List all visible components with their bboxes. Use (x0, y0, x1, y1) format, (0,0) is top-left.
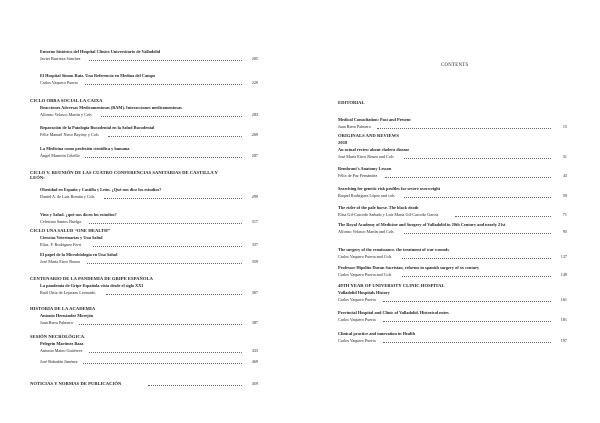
page-number: 269 (251, 132, 258, 137)
entry-title: Searching for genetic risk profiles for severe overweight (338, 186, 441, 191)
entry-title: Clinical practice and innovation in Health (338, 331, 415, 336)
section-heading: CICLO UNA SALUD “ONE HEALTH” (30, 228, 111, 233)
entry-author: Carlos Vaquero Puerta (338, 317, 376, 322)
leader-dots (404, 233, 551, 234)
leader-dots (89, 60, 242, 61)
page-number: 205 (251, 56, 258, 61)
leader-dots (108, 136, 242, 137)
section-heading: CICLO V. REUNIÓN DE LAS CUATRO CONFERENCIAS SANITARIAS DE CASTILLA Y LEÓN: (30, 170, 218, 181)
page-number: 433 (251, 348, 258, 353)
leader-dots (383, 321, 551, 322)
page-number: 317 (251, 219, 258, 224)
entry-title: Entorno histórico del Hospital Clínico Universitario de Valladolid (40, 49, 161, 54)
entry-author: Daniel A. de Luis Román y Cols (40, 194, 95, 199)
entry-title: Vino y Salud. ¿qué nos dicen los estudios? (40, 212, 117, 217)
entry-title: Valladolid Hospitals History (338, 290, 390, 295)
entry-author: Elías. F. Rodríguez Ferri (40, 242, 82, 247)
entry-author: José María Eiros Bouza (40, 259, 80, 264)
entry-title: El papel de la Microbiología en Una Salud (40, 252, 118, 257)
page-number: 161 (560, 297, 567, 302)
page-number: 299 (251, 194, 258, 199)
leader-dots (101, 116, 242, 117)
entry-author: Juan Riera Palmero (40, 320, 73, 325)
leader-dots (79, 324, 242, 325)
contents-title: CONTENTS (441, 63, 469, 68)
entry-title: Provincial Hospital and Clinic of Valladolid. Historical notes (338, 310, 449, 315)
page-number: 287 (251, 153, 258, 158)
entry-title: Medical Consultation: Past and Present (338, 117, 411, 122)
entry-title: El Hospital Simon Ruiz. Una Referencia en Medina del Campo (40, 73, 156, 78)
section-heading: EDITORIAL (338, 100, 365, 105)
leader-dots (383, 342, 551, 343)
section-heading: NOTICIAS Y NORMAS DE PUBLICACIÓN (30, 381, 122, 386)
entry-author: Juan Riera Palmero (338, 124, 371, 129)
entry-title: Reparación de la Patología Bucodental en la Salud Bucodental (40, 125, 155, 130)
page-number: 197 (560, 338, 567, 343)
entry-title: An actual review about cholera disease (338, 147, 410, 152)
page-number: 359 (251, 259, 258, 264)
section-heading: 40TH YEAR OF UNIVERSITY CLINIC HOSPITAL (338, 283, 445, 288)
page-number: 469 (251, 359, 258, 364)
entry-author: José Rabadán Jiménez (40, 359, 78, 364)
leader-dots (377, 128, 551, 129)
leader-dots (93, 246, 242, 247)
section-heading: CENTENARIO DE LA PANDEMIA DE GRIPE ESPAÑOLA (30, 276, 153, 281)
entry-title: La Medicina como profesión científica y humana (40, 146, 130, 151)
entry-title: Pelegrín Martínez Baza (40, 341, 84, 346)
page-number: 137 (560, 254, 567, 259)
entry-title: Obesidad en España y Castilla y León. ¿Qué nos dice los estudios? (40, 187, 162, 192)
entry-title: La pandemia de Gripe Española vista desde el siglo XXI (40, 283, 144, 288)
leader-dots (383, 301, 551, 302)
page-number: 71 (562, 212, 567, 217)
entry-author: Carlos Vaquero Puerta (40, 80, 78, 85)
leader-dots (404, 158, 551, 159)
leader-dots (87, 263, 242, 264)
leader-dots (404, 197, 551, 198)
entry-title: Reacciones Adversas Medicamentosas (RAM). Interacciones medicamentosas (40, 105, 182, 110)
entry-title: The surgery of the renaissance. the treatment of war wounds (338, 247, 449, 252)
entry-author: Antonio Mateo Gutiérrez (40, 348, 83, 353)
leader-dots (106, 294, 242, 295)
leader-dots (402, 258, 552, 259)
page-number: 459 (251, 381, 258, 386)
page-number: 387 (251, 320, 258, 325)
page-number: 367 (251, 290, 258, 295)
page-number: 283 (251, 112, 258, 117)
entry-title: Antonio Hernández Morejón (40, 313, 94, 318)
leader-dots (148, 385, 242, 386)
page-number: 149 (560, 272, 567, 277)
entry-author: Raúl Ortiz de Lejarazu Leonardo (40, 290, 96, 295)
entry-author: Celestino Santos Buelga (40, 219, 81, 224)
page-number: 43 (562, 173, 567, 178)
section-heading: 2018 (338, 140, 348, 145)
entry-author: Carlos Vaquero Puerta (338, 338, 376, 343)
section-heading: SESIÓN NECROLÓGICA. (30, 334, 86, 339)
entry-author: Raquel Rodríguez López and cols (338, 193, 395, 198)
entry-title: Rembrant's Anatomy Lesson (338, 166, 392, 171)
leader-dots (85, 84, 242, 85)
page-number: 15 (562, 124, 567, 129)
entry-author: Javier Burrieza Sánchez (40, 56, 81, 61)
page-number: 337 (251, 242, 258, 247)
entry-author: Alfonso Velasco Martín y Cols (40, 112, 92, 117)
section-heading: CICLO OBRA SOCIAL LA CAIXA (30, 98, 103, 103)
entry-title: Ciencias Veterinarias y Una Salud (40, 235, 103, 240)
entry-title: The rider of the pale horse. The black death (338, 205, 419, 210)
page-number: 229 (251, 80, 258, 85)
entry-author: Félix Manuel Nieto Bayóny y Cols (40, 132, 99, 137)
section-heading: HISTORIA DE LA ACADEMIA (30, 306, 96, 311)
page-number: 59 (562, 193, 567, 198)
entry-author: Elisa Gil-Carcedo Sañudo y Luis María Gil-Carcedo García (338, 212, 439, 217)
entry-author: Carlos Vaquero Puerta (338, 297, 376, 302)
leader-dots (85, 157, 242, 158)
leader-dots (83, 363, 242, 364)
entry-author: Alfonso Velasco Martín and Cols (338, 229, 394, 234)
leader-dots (385, 177, 551, 178)
leader-dots (104, 198, 243, 199)
entry-author: Carlos Vaquero Puerta and Cols (338, 254, 392, 259)
entry-author: Félix de Paz Fernández (338, 173, 378, 178)
entry-title: The Royal Academy of Medicine and Surgery of Valladolid in 20th Century and nearly 21st (338, 222, 506, 227)
section-heading: ORIGINALS AND REVIEWS (338, 133, 400, 138)
entry-title: Professor Hipolito Duran Sacristan, reforms in spanish surgery of xx century (338, 265, 480, 270)
page-number: 95 (562, 229, 567, 234)
leader-dots (89, 352, 242, 353)
entry-author: Carlos Vaquero Puerta and Cols (338, 272, 392, 277)
leader-dots (89, 223, 242, 224)
leader-dots (402, 276, 552, 277)
leader-dots (455, 216, 551, 217)
entry-author: José María Eiros Bouza and Cols (338, 154, 394, 159)
page-number: 181 (560, 317, 567, 322)
entry-author: Ángel Manrión Cebello (40, 153, 80, 158)
page-number: 31 (562, 154, 567, 159)
